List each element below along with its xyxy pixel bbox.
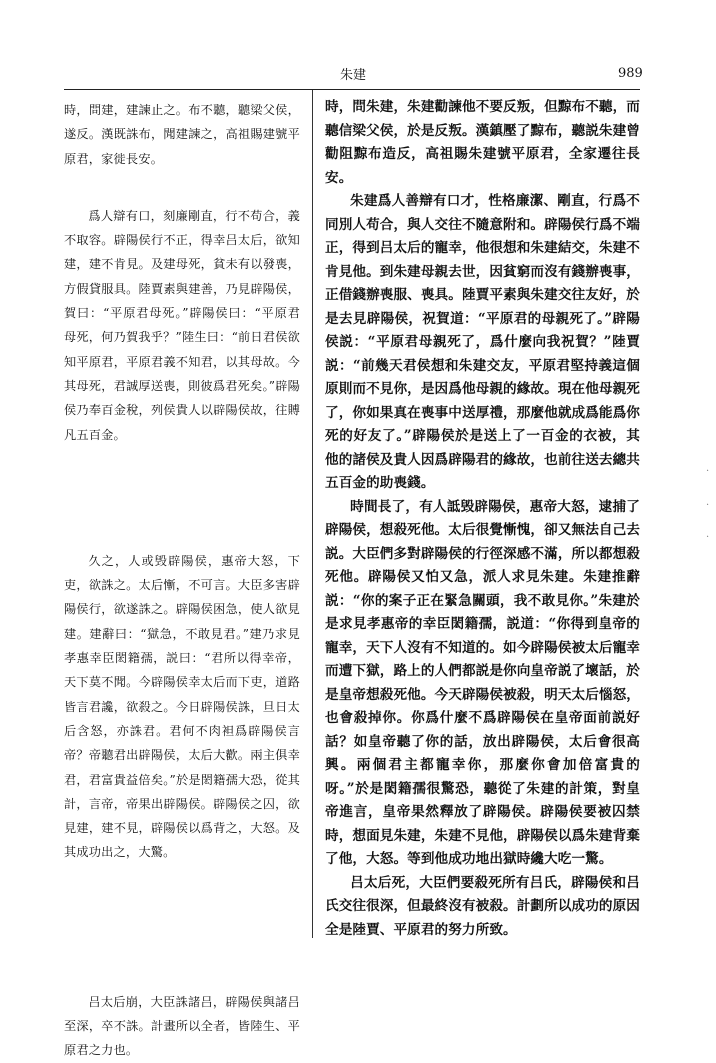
translation-paragraph-3: 時間長了，有人詆毁辟陽侯，惠帝大怒，逮捕了辟陽侯，想殺死他。太后很覺慚愧，卻又無法自己去説。大臣們多對辟陽侯的行徑深感不滿，所以都想殺死他。辟陽侯又怕又急，派人求見朱建。朱建推辭説：“你的案子正在緊急關頭，我不敢見你。”朱建於是求見孝惠帝的幸臣閎籍孺，説道：“你得到皇帝的寵幸，天下人沒有不知道的。如今辟陽侯被太后寵幸而遭下獄，路上的人們都説是你向皇帝説了壞話，於是皇帝想殺死他。今天辟陽侯被殺，明天太后惱怒，也會殺掉你。你爲什麼不爲辟陽侯在皇帝面前説好話？如皇帝聽了你的話，放出辟陽侯，太后會很高興。兩個君主都寵幸你，那麼你會加倍富貴的呀。”於是閎籍孺很驚恐，聽從了朱建的計策，對皇帝進言，皇帝果然釋放了辟陽侯。辟陽侯要被囚禁時，想面見朱建，朱建不見他，辟陽侯以爲朱建背棄了他，大怒。等到他成功地出獄時纔大吃一驚。 xyxy=(325,498,640,867)
original-paragraph-1: 時，問建，建諫止之。布不聽，聽梁父侯，遂反。漢既誅布，聞建諫之，高祖賜建號平原君，家徙長安。 xyxy=(64,103,300,166)
column-divider xyxy=(312,90,313,938)
running-header-title: 朱建 xyxy=(340,68,367,83)
margin-mark: · xyxy=(706,466,710,477)
translation-paragraph-2: 朱建爲人善辯有口才，性格廉潔、剛直，行爲不同別人苟合，與人交往不隨意附和。辟陽侯行爲不端正，得到吕太后的寵幸，他很想和朱建結交，朱建不肯見他。到朱建母親去世，因貧窮而沒有錢辦喪事，正借錢辦喪服、喪具。陸賈平素與朱建交往友好，於是去見辟陽侯，祝賀道：“平原君的母親死了。”辟陽侯説：“平原君母親死了，爲什麼向我祝賀？”陸賈説：“前幾天君侯想和朱建交友，平原君堅持義這個原則而不見你，是因爲他母親的緣故。現在他母親死了，你如果真在喪事中送厚禮，那麼他就成爲能爲你死的好友了。”辟陽侯於是送上了一百金的衣被，其他的諸侯及貴人因爲辟陽君的緣故，也前往送去總共五百金的助喪錢。 xyxy=(325,193,640,491)
page-number: 989 xyxy=(618,66,643,81)
margin-mark: · xyxy=(706,500,710,511)
header-rule xyxy=(64,89,640,90)
original-paragraph-4: 吕太后崩，大臣誅諸吕，辟陽侯與諸吕至深，卒不誅。計畫所以全者，皆陸生、平原君之力也。 xyxy=(64,994,300,1058)
translation-column xyxy=(325,96,640,942)
margin-mark: · xyxy=(706,532,710,543)
original-paragraph-2: 爲人辯有口，刻廉剛直，行不苟合，義不取容。辟陽侯行不正，得幸吕太后，欲知建，建不肯見。及建母死，貧未有以發喪，方假貸服具。陸賈素與建善，乃見辟陽侯，賀曰：“平原君母死。”辟陽侯曰：“平原君母死，何乃賀我乎？”陸生曰：“前日君侯欲知平原君，平原君義不知君，以其母故。今其母死，君誠厚送喪，則彼爲君死矣。”辟陽侯乃奉百金稅，列侯貴人以辟陽侯故，往賻凡五百金。 xyxy=(64,208,300,442)
translation-paragraph-1: 時，問朱建，朱建勸諫他不要反叛，但黥布不聽，而聽信梁父侯，於是反叛。漢鎮壓了黥布，聽説朱建曾勸阻黥布造反，高祖賜朱建號平原君，全家遷往長安。 xyxy=(325,99,640,186)
original-paragraph-3: 久之，人或毁辟陽侯，惠帝大怒，下吏，欲誅之。太后慚，不可言。大臣多害辟陽侯行，欲遂誅之。辟陽侯困急，使人欲見建。建辭曰：“獄急，不敢見君。”建乃求見孝惠幸臣閎籍孺，説曰：“君所以得幸帝，天下莫不聞。今辟陽侯幸太后而下吏，道路皆言君讒，欲殺之。今日辟陽侯誅，旦日太后含怒，亦誅君。君何不肉袒爲辟陽侯言帝？帝聽君出辟陽侯，太后大歡。兩主俱幸君，君富貴益倍矣。”於是閎籍孺大恐，從其計，言帝，帝果出辟陽侯。辟陽侯之囚，欲見建，建不見，辟陽侯以爲背之，大怒。及其成功出之，大驚。 xyxy=(64,553,300,860)
original-text-column xyxy=(64,98,300,1063)
translation-paragraph-4: 吕太后死，大臣們要殺死所有吕氏，辟陽侯和吕氏交往很深，但最終沒有被殺。計劃所以成功的原因全是陸賈、平原君的努力所致。 xyxy=(325,874,640,938)
